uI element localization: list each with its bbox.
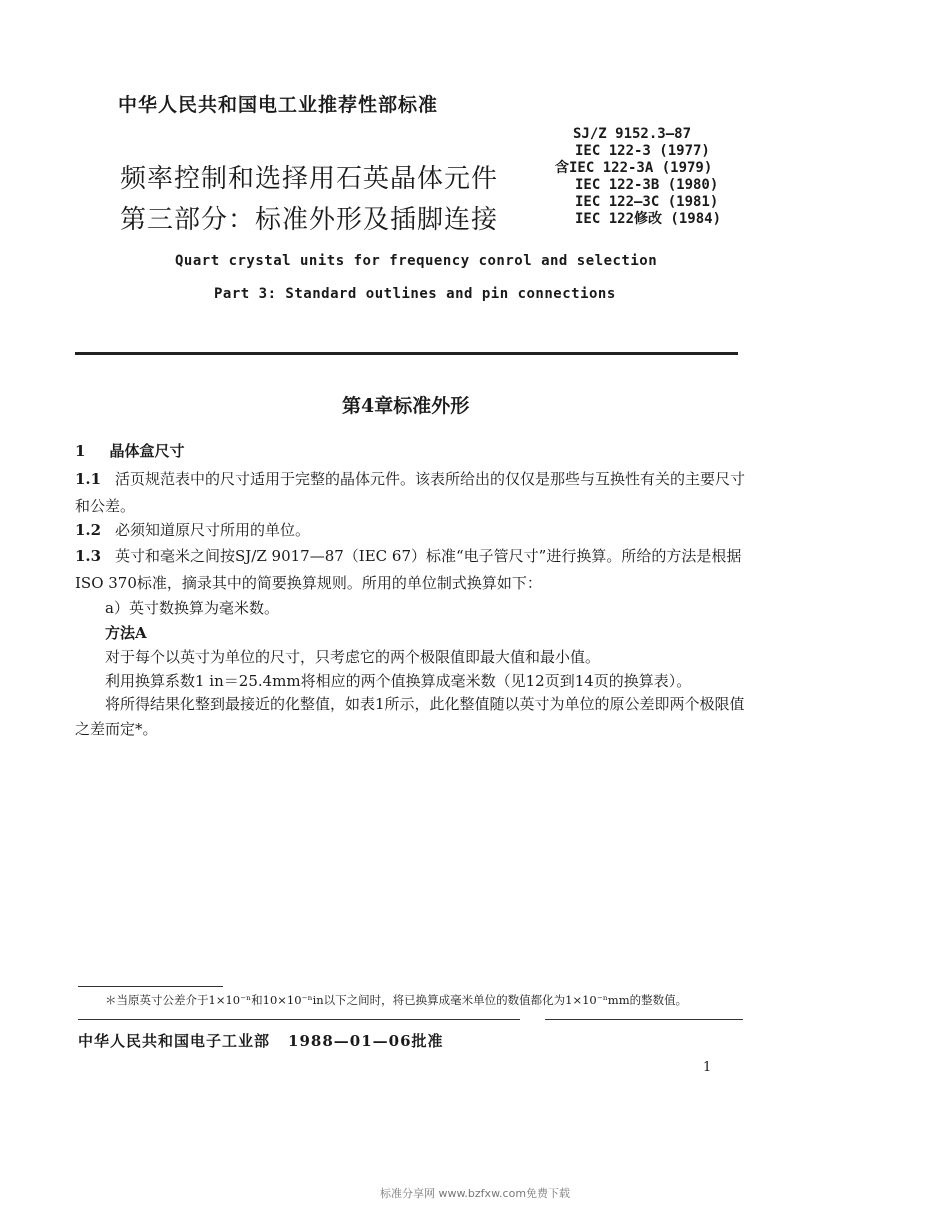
- standard-code: 含IEC 122-3A (1979): [555, 160, 713, 176]
- standard-code: SJ/Z 9152.3—87: [573, 126, 692, 142]
- footer-divider: [78, 1019, 520, 1020]
- clause-1-2: [75, 517, 745, 544]
- chapter-heading: 第4章标准外形: [342, 395, 470, 417]
- list-item-a: a）英寸数换算为毫米数。: [105, 599, 279, 617]
- section-number: 1: [75, 442, 86, 460]
- clause-text: 必须知道原尺寸所用的单位。: [115, 521, 311, 539]
- clause-1-3: [75, 543, 745, 597]
- clause-number: 1.2: [75, 521, 102, 539]
- standard-codes: [540, 126, 721, 228]
- method-line: 利用换算系数1 in＝25.4mm将相应的两个值换算成毫米数（见12页到14页的换算表）。: [105, 672, 692, 690]
- footer-divider: [545, 1019, 743, 1020]
- section-heading: [75, 440, 184, 461]
- method-line: 对于每个以英寸为单位的尺寸，只考虑它的两个极限值即最大值和最小值。: [105, 648, 601, 666]
- document-title-en: Quart crystal units for frequency conrol and selection: [175, 253, 658, 269]
- approval-date: 1988—01—06批准: [288, 1032, 444, 1050]
- footnote-divider: [78, 986, 223, 987]
- standard-code: IEC 122-3B (1980): [575, 177, 719, 193]
- standard-code: IEC 122修改 (1984): [575, 211, 722, 227]
- approving-authority: 中华人民共和国电子工业部: [78, 1032, 271, 1050]
- clause-text: 英寸和毫米之间按SJ/Z 9017—87（IEC 67）标准“电子管尺寸”进行换算。所给的方法是根据ISO 370标准，摘录其中的简要换算规则。所用的单位制式换算如下：: [75, 547, 742, 592]
- clause-number: 1.3: [75, 547, 102, 565]
- issuer-title: 中华人民共和国电工业推荐性部标准: [118, 94, 439, 116]
- document-subtitle-en: Part 3: Standard outlines and pin connections: [214, 286, 616, 302]
- approval-line: [78, 1030, 444, 1051]
- clause-text: 活页规范表中的尺寸适用于完整的晶体元件。该表所给出的仅仅是那些与互换性有关的主要尺寸和公差。: [75, 470, 746, 515]
- standard-code: IEC 122-3 (1977): [575, 143, 710, 159]
- method-line: 将所得结果化整到最接近的化整值，如表1所示，此化整值随以英寸为单位的原公差即两个极限值之差而定*。: [75, 695, 745, 738]
- document-title-zh: 频率控制和选择用石英晶体元件: [120, 164, 499, 194]
- footnote: ＊当原英寸公差介于1×10⁻ⁿ和10×10⁻ⁿin以下之间时，将已换算成毫米单位的数值都化为1×10⁻ⁿmm的整数值。: [105, 993, 688, 1007]
- clause-number: 1.1: [75, 470, 102, 488]
- page-number: 1: [703, 1060, 712, 1075]
- watermark: 标准分享网 www.bzfxw.com免费下载: [379, 1187, 571, 1200]
- header-divider: [75, 352, 738, 355]
- method-a-heading: 方法A: [105, 624, 147, 642]
- standard-code: IEC 122—3C (1981): [575, 194, 719, 210]
- document-subtitle-zh: 第三部分：标准外形及插脚连接: [120, 205, 499, 235]
- section-title: 晶体盒尺寸: [109, 442, 185, 460]
- clause-1-1: [75, 466, 745, 520]
